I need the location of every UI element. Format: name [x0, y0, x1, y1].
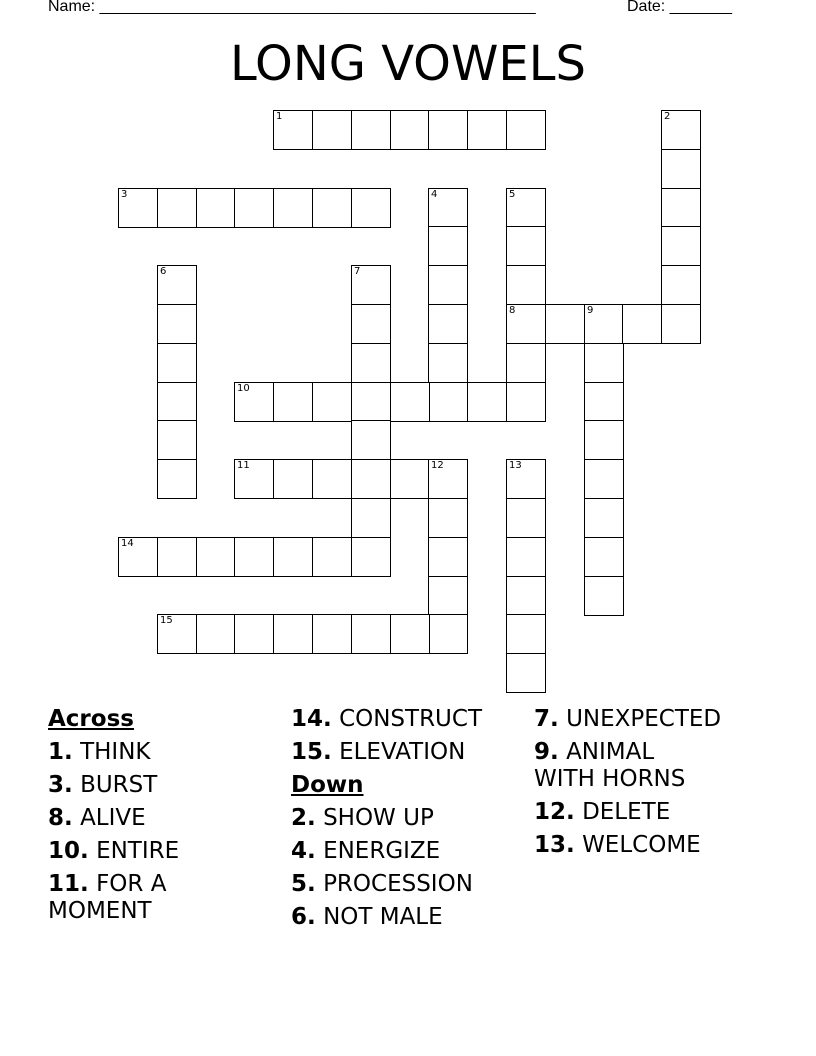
crossword-cell[interactable]	[196, 614, 236, 654]
clue-number: 15.	[291, 739, 332, 765]
clue-across-8	[48, 805, 278, 832]
clue-number: 14.	[291, 706, 332, 732]
crossword-cell[interactable]	[506, 498, 546, 538]
crossword-cell[interactable]	[273, 110, 313, 150]
clue-text: THINK	[80, 739, 151, 765]
clue-number: 9.	[534, 739, 559, 765]
crossword-cell[interactable]	[506, 188, 546, 228]
clue-text: PROCESSION	[323, 871, 473, 897]
crossword-cell[interactable]	[661, 304, 701, 344]
crossword-cell[interactable]	[273, 459, 313, 499]
clue-number-label: 2	[664, 111, 671, 122]
crossword-cell[interactable]	[661, 149, 701, 189]
crossword-cell[interactable]	[428, 537, 468, 577]
crossword-cell[interactable]	[312, 110, 352, 150]
clue-number-label: 10	[237, 383, 250, 394]
crossword-cell[interactable]	[584, 420, 624, 460]
clue-number-label: 11	[237, 460, 250, 471]
crossword-cell[interactable]	[428, 110, 468, 150]
clue-number: 8.	[48, 805, 73, 831]
crossword-cell[interactable]	[157, 304, 197, 344]
clue-text: SHOW UP	[323, 805, 434, 831]
clue-across-11	[48, 871, 188, 925]
clue-number-label: 1	[276, 111, 283, 122]
crossword-cell[interactable]	[506, 265, 546, 305]
clue-number: 2.	[291, 805, 316, 831]
crossword-cell[interactable]	[234, 459, 274, 499]
crossword-cell[interactable]	[584, 537, 624, 577]
crossword-cell[interactable]	[351, 537, 391, 577]
crossword-cell[interactable]	[351, 265, 391, 305]
clue-number: 10.	[48, 838, 89, 864]
crossword-cell[interactable]	[506, 614, 546, 654]
clue-text: ENERGIZE	[323, 838, 441, 864]
clue-across-15	[291, 739, 526, 766]
name-line: Name: _________________________________________________	[48, 0, 536, 15]
crossword-cell[interactable]	[661, 265, 701, 305]
crossword-cell[interactable]	[351, 304, 391, 344]
crossword-cell[interactable]	[428, 576, 468, 616]
crossword-cell[interactable]	[428, 188, 468, 228]
clue-down-7	[534, 706, 774, 733]
crossword-cell[interactable]	[506, 576, 546, 616]
crossword-cell[interactable]	[467, 382, 507, 422]
crossword-cell[interactable]	[661, 110, 701, 150]
crossword-cell[interactable]	[273, 188, 313, 228]
crossword-cell[interactable]	[506, 653, 546, 693]
crossword-cell[interactable]	[584, 304, 624, 344]
clue-down-9	[534, 739, 709, 793]
across-heading: Across	[48, 706, 134, 732]
crossword-cell[interactable]	[351, 420, 391, 460]
clue-number-label: 8	[509, 305, 516, 316]
crossword-cell[interactable]	[428, 498, 468, 538]
date-line: Date: _______	[627, 0, 732, 15]
crossword-cell[interactable]	[428, 614, 468, 654]
clue-number: 12.	[534, 799, 575, 825]
crossword-cell[interactable]	[196, 537, 236, 577]
clue-text: BURST	[80, 772, 158, 798]
clue-number: 13.	[534, 832, 575, 858]
crossword-cell[interactable]	[312, 188, 352, 228]
clue-text: UNEXPECTED	[566, 706, 722, 732]
crossword-cell[interactable]	[312, 459, 352, 499]
crossword-cell[interactable]	[428, 265, 468, 305]
clue-number: 11.	[48, 871, 89, 897]
crossword-cell[interactable]	[506, 382, 546, 422]
crossword-cell[interactable]	[312, 614, 352, 654]
clue-across-10	[48, 838, 278, 865]
clue-across-1	[48, 739, 278, 766]
clue-down-13	[534, 832, 774, 859]
crossword-cell[interactable]	[467, 110, 507, 150]
clue-text: ANIMAL WITH HORNS	[534, 739, 686, 792]
clue-number-label: 9	[587, 305, 594, 316]
crossword-cell[interactable]	[351, 459, 391, 499]
clue-text: CONSTRUCT	[339, 706, 483, 732]
clue-number-label: 7	[354, 266, 361, 277]
clue-text: WELCOME	[582, 832, 701, 858]
crossword-cell[interactable]	[428, 226, 468, 266]
crossword-cell[interactable]	[506, 343, 546, 383]
clue-down-6	[291, 904, 526, 931]
crossword-cell[interactable]	[351, 343, 391, 383]
down-heading: Down	[291, 772, 364, 798]
crossword-cell[interactable]	[118, 537, 158, 577]
crossword-cell[interactable]	[428, 459, 468, 499]
crossword-cell[interactable]	[428, 382, 468, 422]
crossword-cell[interactable]	[506, 110, 546, 150]
clue-number: 5.	[291, 871, 316, 897]
clue-text: ELEVATION	[339, 739, 466, 765]
clue-number: 7.	[534, 706, 559, 732]
clue-down-2	[291, 805, 526, 832]
crossword-cell[interactable]	[273, 382, 313, 422]
clue-text: ENTIRE	[96, 838, 180, 864]
crossword-cell[interactable]	[584, 498, 624, 538]
crossword-cell[interactable]	[506, 304, 546, 344]
page-title: LONG VOWELS	[230, 36, 586, 92]
crossword-cell[interactable]	[351, 110, 391, 150]
crossword-cell[interactable]	[584, 576, 624, 616]
clue-number: 3.	[48, 772, 73, 798]
clue-down-4	[291, 838, 526, 865]
crossword-cell[interactable]	[273, 614, 313, 654]
crossword-cell[interactable]	[351, 498, 391, 538]
crossword-cell[interactable]	[312, 382, 352, 422]
clue-text: DELETE	[582, 799, 671, 825]
crossword-cell[interactable]	[506, 459, 546, 499]
clue-number-label: 3	[121, 189, 128, 200]
crossword-cell[interactable]	[622, 304, 662, 344]
clue-number-label: 15	[160, 615, 173, 626]
clue-column-1	[48, 702, 278, 931]
crossword-cell[interactable]	[390, 614, 430, 654]
crossword-cell[interactable]	[273, 537, 313, 577]
clue-down-12	[534, 799, 774, 826]
clue-number-label: 14	[121, 538, 134, 549]
crossword-cell[interactable]	[506, 537, 546, 577]
clue-number-label: 5	[509, 189, 516, 200]
crossword-cell[interactable]	[428, 304, 468, 344]
clue-number-label: 4	[431, 189, 438, 200]
crossword-cell[interactable]	[157, 459, 197, 499]
crossword-cell[interactable]	[351, 614, 391, 654]
crossword-cell[interactable]	[157, 343, 197, 383]
crossword-cell[interactable]	[584, 382, 624, 422]
clue-text: ALIVE	[80, 805, 146, 831]
crossword-cell[interactable]	[351, 188, 391, 228]
crossword-cell[interactable]	[390, 459, 430, 499]
crossword-cell[interactable]	[157, 614, 197, 654]
clue-across-3	[48, 772, 278, 799]
crossword-cell[interactable]	[390, 110, 430, 150]
clue-text: FOR A MOMENT	[48, 871, 167, 924]
crossword-cell[interactable]	[157, 188, 197, 228]
clue-number-label: 6	[160, 266, 167, 277]
crossword-cell[interactable]	[584, 343, 624, 383]
crossword-cell[interactable]	[428, 343, 468, 383]
clue-column-3	[534, 702, 774, 865]
clue-down-5	[291, 871, 526, 898]
clue-text: NOT MALE	[323, 904, 443, 930]
crossword-cell[interactable]	[234, 382, 274, 422]
clue-number: 4.	[291, 838, 316, 864]
crossword-cell[interactable]	[157, 265, 197, 305]
crossword-cell[interactable]	[506, 226, 546, 266]
clue-number-label: 12	[431, 460, 444, 471]
crossword-cell[interactable]	[157, 382, 197, 422]
crossword-cell[interactable]	[390, 382, 430, 422]
crossword-cell[interactable]	[661, 226, 701, 266]
crossword-cell[interactable]	[234, 188, 274, 228]
crossword-cell[interactable]	[584, 459, 624, 499]
clue-number-label: 13	[509, 460, 522, 471]
crossword-cell[interactable]	[234, 614, 274, 654]
crossword-cell[interactable]	[157, 420, 197, 460]
clue-number: 1.	[48, 739, 73, 765]
crossword-cell[interactable]	[545, 304, 585, 344]
clue-number: 6.	[291, 904, 316, 930]
crossword-cell[interactable]	[351, 382, 391, 422]
crossword-cell[interactable]	[661, 188, 701, 228]
crossword-cell[interactable]	[234, 537, 274, 577]
clue-across-14	[291, 706, 526, 733]
crossword-cell[interactable]	[157, 537, 197, 577]
crossword-cell[interactable]	[312, 537, 352, 577]
clue-column-2	[291, 702, 526, 937]
crossword-cell[interactable]	[196, 188, 236, 228]
crossword-cell[interactable]	[118, 188, 158, 228]
